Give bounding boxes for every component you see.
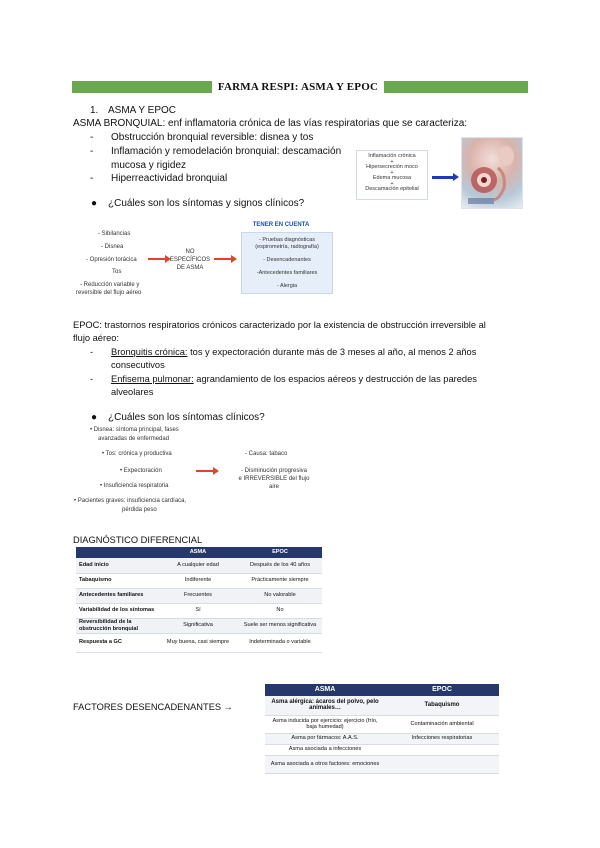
bullet-marker: ● bbox=[91, 198, 98, 209]
table-row: Respuesta a GC Muy buena, casi siempre Indeterminada o variable bbox=[76, 633, 322, 652]
table-row: Antecedentes familiares Frecuentes No valorable bbox=[76, 588, 322, 603]
differential-table bbox=[76, 547, 322, 653]
section-number: 1. bbox=[90, 105, 99, 116]
table-row: Asma asociada a infecciones bbox=[265, 744, 499, 755]
symptom-item: - Opresión torácica bbox=[86, 257, 137, 263]
symptom-item: • Pacientes graves: insuficiencia cardíaca, bbox=[74, 498, 187, 504]
symptom-item: - Sibilancias bbox=[98, 231, 131, 237]
list-item: - Enfisema pulmonar: agrandamiento de los espacios aéreos y destrucción de las paredes alveolares bbox=[90, 374, 477, 397]
arrow-icon bbox=[196, 470, 216, 472]
decline-item: - Disminución progresiva e IRREVERSIBLE del flujo aire bbox=[238, 468, 310, 490]
list-item: - Inflamación y remodelación bronquial: descamación mucosa y rigidez bbox=[90, 146, 342, 171]
table-row: Reversibilidad de la obstrucción bronquial Significativa Suele ser menos significativa bbox=[76, 618, 322, 633]
symptom-item: • Expectoración bbox=[120, 468, 162, 474]
page-title: FARMA RESPI: ASMA Y EPOC bbox=[212, 80, 384, 95]
table-row: Asma asociada a otros factores: emociones bbox=[265, 755, 499, 773]
epoc-definition-line1: EPOC: trastornos respiratorios crónicos caracterizado por la existencia de obstrucción irreversible al bbox=[73, 320, 486, 330]
inflammation-figure: Inflamación crónica + Hipersecreción moco + Edema mucosa + Descamación epitelial bbox=[356, 150, 428, 200]
symptom-item: • Disnea: síntoma principal, fases bbox=[90, 427, 179, 433]
triggers-heading: FACTORES DESENCADENANTES → bbox=[73, 702, 233, 712]
table-header-row: ASMA EPOC bbox=[76, 547, 322, 558]
symptom-item: reversible del flujo aéreo bbox=[76, 290, 142, 296]
differential-heading: DIAGNÓSTICO DIFERENCIAL bbox=[73, 535, 203, 545]
keep-in-mind-panel: - Pruebas diagnósticas (espirometría, radiografía) - Desencadenantes -Antecedentes familiares - Alergia bbox=[241, 232, 333, 294]
table-row: Asma inducida por ejercicio: ejercicio (frío, baja humedad) Contaminación ambiental bbox=[265, 715, 499, 733]
symptom-item: • Insuficiencia respiratoria bbox=[100, 483, 169, 489]
asthma-symptoms-question: ¿Cuáles son los síntomas y signos clínicos? bbox=[108, 198, 305, 209]
table-row: Variabilidad de los síntomas Sí No bbox=[76, 603, 322, 618]
non-specific-label: NO ESPECÍFICOS DE ASMA bbox=[169, 249, 211, 271]
list-item: - Bronquitis crónica: tos y expectoración durante más de 3 meses al año, al menos 2 años consecutivos bbox=[90, 347, 477, 370]
epoc-definition-line2: flujo aéreo: bbox=[73, 333, 119, 343]
epoc-symptoms-question: ¿Cuáles son los síntomas clínicos? bbox=[108, 412, 265, 423]
table-row: Edad inicio A cualquier edad Después de los 40 años bbox=[76, 558, 322, 573]
triggers-table bbox=[265, 684, 499, 774]
cause-item: - Causa: tabaco bbox=[245, 451, 288, 457]
list-item: - Hiperreactividad bronquial bbox=[90, 173, 228, 184]
symptom-item: avanzadas de enfermedad bbox=[98, 436, 170, 442]
arrow-icon bbox=[148, 258, 168, 260]
symptom-item: - Disnea bbox=[101, 244, 124, 250]
symptom-item: - Reducción variable y bbox=[80, 282, 140, 288]
table-row: Tabaquismo Indiferente Prácticamente siempre bbox=[76, 573, 322, 588]
lung-illustration bbox=[461, 137, 523, 209]
panel-title: TENER EN CUENTA bbox=[252, 222, 310, 228]
list-item: - Obstrucción bronquial reversible: disnea y tos bbox=[90, 132, 314, 143]
bullet-marker: ● bbox=[91, 412, 98, 423]
symptom-item: • Tos: crónica y productiva bbox=[102, 451, 172, 457]
arrow-icon bbox=[214, 258, 234, 260]
asthma-definition: ASMA BRONQUIAL: enf inflamatoria crónica de las vías respiratorias que se caracteriza: bbox=[73, 118, 468, 129]
section-heading: ASMA Y EPOC bbox=[108, 105, 176, 116]
symptom-item: pérdida peso bbox=[122, 507, 157, 513]
table-row: Asma por fármacos: A.A.S. Infecciones respiratorias bbox=[265, 733, 499, 744]
symptom-item: Tos bbox=[112, 269, 122, 275]
table-row: Asma alérgica: ácaros del polvo, pelo animales… Tabaquismo bbox=[265, 696, 499, 715]
table-header-row: ASMA EPOC bbox=[265, 684, 499, 696]
arrow-icon bbox=[432, 176, 456, 179]
